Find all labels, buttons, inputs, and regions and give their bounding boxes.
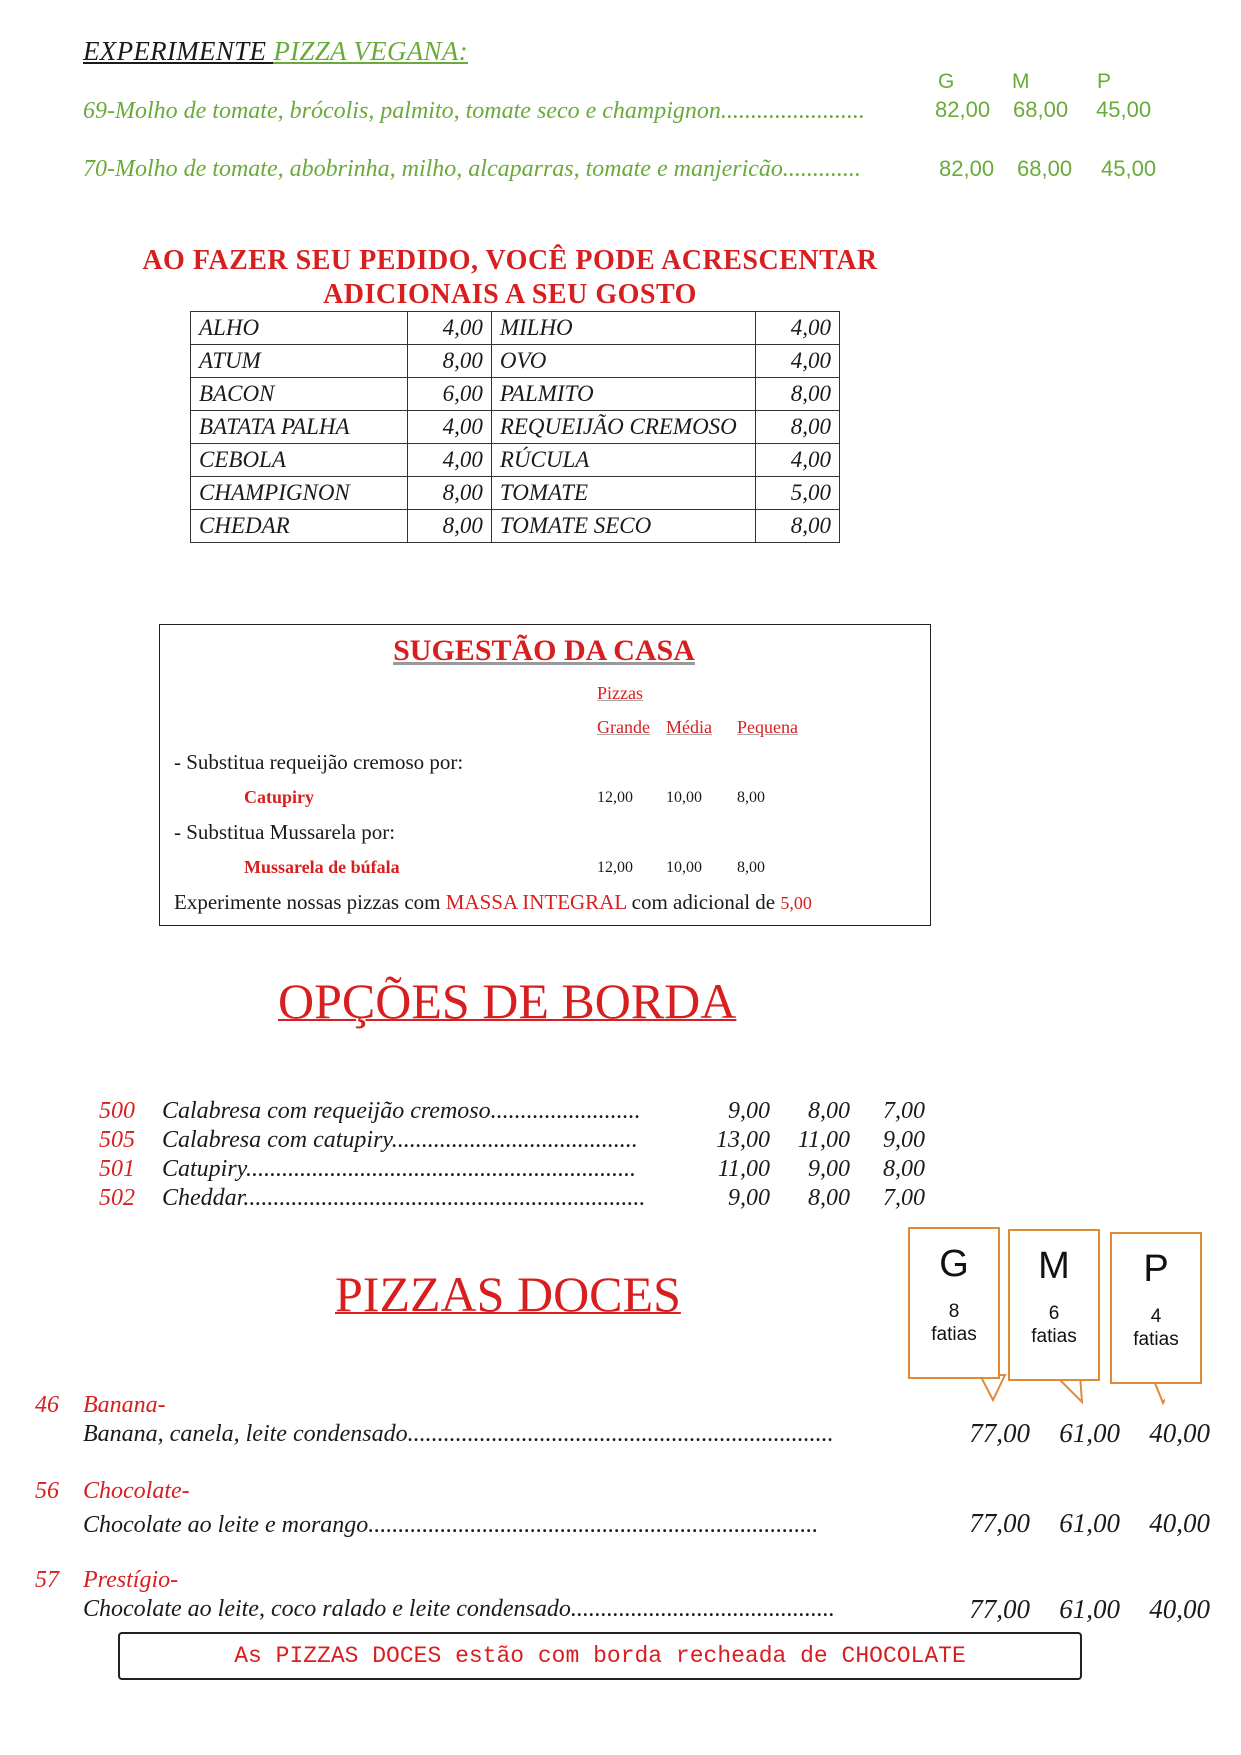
- borda-item-price-g: 11,00: [717, 1156, 770, 1182]
- additions-item-price: 4,00: [407, 411, 491, 444]
- vegan-heading-prefix: EXPERIMENTE: [83, 36, 274, 66]
- borda-title: OPÇÕES DE BORDA: [278, 973, 737, 1029]
- suggestion-pizzas-label: Pizzas: [597, 683, 643, 703]
- borda-item-name: Calabresa com catupiry.........................................: [162, 1127, 638, 1153]
- size-callout-m-count: 6: [1048, 1303, 1060, 1324]
- doces-item-price-m: 61,00: [1059, 1508, 1120, 1538]
- suggestion-col-pequena: Pequena: [737, 717, 798, 737]
- doces-item-code: 46: [35, 1392, 59, 1418]
- doces-note-banner: As PIZZAS DOCES estão com borda recheada de CHOCOLATE: [118, 1632, 1082, 1680]
- vegan-size-g: G: [938, 70, 955, 93]
- additions-item-name: CHAMPIGNON: [191, 477, 408, 510]
- vegan-heading-title: PIZZA VEGANA:: [273, 36, 468, 66]
- additions-row: [191, 510, 840, 543]
- additions-item-name: CEBOLA: [191, 444, 408, 477]
- borda-item-name: Cheddar...................................................................: [162, 1185, 646, 1211]
- doces-item-name: Prestígio-: [83, 1567, 179, 1593]
- vegan-heading: [83, 36, 468, 67]
- vegan-size-p: P: [1097, 70, 1112, 93]
- borda-item-price-m: 8,00: [808, 1185, 850, 1211]
- size-callout-g-count: 8: [948, 1301, 960, 1322]
- suggestion-item2-grande: 12,00: [597, 859, 633, 876]
- suggestion-footer-highlight: MASSA INTEGRAL: [445, 890, 627, 914]
- size-callout-g-unit: fatias: [931, 1324, 977, 1345]
- borda-item-name: Catupiry.................................................................: [162, 1156, 637, 1182]
- additions-item-price: 8,00: [756, 510, 840, 543]
- additions-item-name: BATATA PALHA: [191, 411, 408, 444]
- size-callout-p-unit: fatias: [1133, 1329, 1179, 1350]
- doces-item-price-m: 61,00: [1059, 1418, 1120, 1448]
- doces-item-name: Chocolate-: [83, 1478, 190, 1504]
- additions-item-price: 4,00: [756, 345, 840, 378]
- additions-item-price: 4,00: [756, 312, 840, 345]
- size-callout-p-count: 4: [1150, 1306, 1162, 1327]
- additions-item-price: 8,00: [756, 411, 840, 444]
- doces-item-price-g: 77,00: [969, 1594, 1030, 1624]
- additions-item-price: 6,00: [407, 378, 491, 411]
- additions-row: [191, 345, 840, 378]
- suggestion-footer-price: 5,00: [780, 893, 812, 913]
- additions-item-price: 4,00: [407, 312, 491, 345]
- additions-item-price: 5,00: [756, 477, 840, 510]
- borda-item-price-p: 8,00: [883, 1156, 925, 1182]
- suggestion-item2-media: 10,00: [666, 859, 702, 876]
- suggestion-title: [159, 634, 929, 668]
- borda-item-price-g: 9,00: [728, 1185, 770, 1211]
- doces-item-price-p: 40,00: [1149, 1508, 1210, 1538]
- additions-title-line1: AO FAZER SEU PEDIDO, VOCÊ PODE ACRESCENTAR: [142, 245, 878, 276]
- suggestion-footer: [174, 890, 812, 915]
- additions-row: [191, 312, 840, 345]
- doces-item-code: 57: [35, 1567, 59, 1593]
- borda-item-price-p: 9,00: [883, 1127, 925, 1153]
- suggestion-col-media: Média: [666, 717, 712, 737]
- borda-item-code: 505: [99, 1127, 135, 1153]
- doces-item-name: Banana-: [83, 1392, 166, 1418]
- additions-item-name: MILHO: [491, 312, 755, 345]
- additions-item-name: REQUEIJÃO CREMOSO: [491, 411, 755, 444]
- suggestion-item1-media: 10,00: [666, 789, 702, 806]
- borda-item-price-m: 9,00: [808, 1156, 850, 1182]
- size-callout-g-letter: G: [939, 1243, 969, 1285]
- doces-item-code: 56: [35, 1478, 59, 1504]
- borda-item-price-m: 11,00: [797, 1127, 850, 1153]
- additions-item-name: TOMATE: [491, 477, 755, 510]
- doces-item-desc: Banana, canela, leite condensado.......................................................................: [83, 1421, 834, 1447]
- borda-item-code: 502: [99, 1185, 135, 1211]
- additions-row: [191, 444, 840, 477]
- vegan-item-desc: 70-Molho de tomate, abobrinha, milho, alcaparras, tomate e manjericão.............: [83, 156, 861, 182]
- borda-item-code: 501: [99, 1156, 135, 1182]
- vegan-item-price-g: 82,00: [935, 97, 991, 122]
- size-callout-p-letter: P: [1143, 1248, 1169, 1290]
- suggestion-box: [159, 624, 931, 926]
- additions-row: [191, 378, 840, 411]
- additions-item-name: RÚCULA: [491, 444, 755, 477]
- borda-item-price-g: 13,00: [716, 1127, 770, 1153]
- borda-item-price-p: 7,00: [883, 1098, 925, 1124]
- size-callout-m-letter: M: [1038, 1245, 1070, 1287]
- size-callout-m: [1008, 1229, 1100, 1381]
- additions-item-price: 8,00: [756, 378, 840, 411]
- additions-item-name: ALHO: [191, 312, 408, 345]
- vegan-item-desc: 69-Molho de tomate, brócolis, palmito, tomate seco e champignon........................: [83, 98, 865, 124]
- additions-item-price: 4,00: [756, 444, 840, 477]
- additions-item-price: 4,00: [407, 444, 491, 477]
- additions-item-price: 8,00: [407, 510, 491, 543]
- size-callout-m-unit: fatias: [1031, 1326, 1077, 1347]
- suggestion-footer-text: Experimente nossas pizzas com: [174, 890, 446, 914]
- doces-item-price-g: 77,00: [969, 1508, 1030, 1538]
- size-callout-g: [908, 1227, 1000, 1379]
- additions-row: [191, 477, 840, 510]
- doces-item-price-p: 40,00: [1149, 1418, 1210, 1448]
- suggestion-item1-grande: 12,00: [597, 789, 633, 806]
- doces-title: PIZZAS DOCES: [335, 1266, 681, 1322]
- doces-item-price-p: 40,00: [1149, 1594, 1210, 1624]
- borda-item-price-p: 7,00: [883, 1185, 925, 1211]
- suggestion-item1: Catupiry: [244, 787, 315, 807]
- suggestion-item2: Mussarela de búfala: [244, 857, 400, 877]
- additions-item-name: TOMATE SECO: [491, 510, 755, 543]
- vegan-item-price-p: 45,00: [1096, 97, 1152, 122]
- additions-title: [100, 244, 920, 312]
- suggestion-title-text: SUGESTÃO DA CASA: [393, 634, 695, 667]
- additions-table: [190, 311, 840, 543]
- suggestion-footer-text2: com adicional de: [626, 890, 781, 914]
- additions-item-name: PALMITO: [491, 378, 755, 411]
- vegan-item-price-p: 45,00: [1101, 156, 1157, 181]
- suggestion-line1: - Substitua requeijão cremoso por:: [174, 750, 464, 774]
- borda-item-name: Calabresa com requeijão cremoso.........................: [162, 1098, 641, 1124]
- additions-title-line2: ADICIONAIS A SEU GOSTO: [323, 279, 697, 310]
- doces-item-price-m: 61,00: [1059, 1594, 1120, 1624]
- doces-item-price-g: 77,00: [969, 1418, 1030, 1448]
- additions-item-price: 8,00: [407, 477, 491, 510]
- additions-item-name: BACON: [191, 378, 408, 411]
- size-callout-p: [1110, 1232, 1202, 1384]
- additions-item-name: ATUM: [191, 345, 408, 378]
- borda-item-code: 500: [99, 1098, 135, 1124]
- suggestion-item1-pequena: 8,00: [737, 789, 765, 806]
- suggestion-item2-pequena: 8,00: [737, 859, 765, 876]
- suggestion-col-grande: Grande: [597, 717, 650, 737]
- additions-row: [191, 411, 840, 444]
- vegan-item-price-m: 68,00: [1013, 97, 1069, 122]
- suggestion-line2: - Substitua Mussarela por:: [174, 820, 396, 844]
- doces-item-desc: Chocolate ao leite e morango...........................................................................: [83, 1512, 819, 1538]
- doces-item-desc: Chocolate ao leite, coco ralado e leite condensado............................................: [83, 1596, 835, 1622]
- additions-item-name: OVO: [491, 345, 755, 378]
- vegan-size-m: M: [1012, 70, 1030, 93]
- additions-item-price: 8,00: [407, 345, 491, 378]
- borda-item-price-g: 9,00: [728, 1098, 770, 1124]
- vegan-item-price-m: 68,00: [1017, 156, 1073, 181]
- vegan-item-price-g: 82,00: [939, 156, 995, 181]
- additions-item-name: CHEDAR: [191, 510, 408, 543]
- borda-item-price-m: 8,00: [808, 1098, 850, 1124]
